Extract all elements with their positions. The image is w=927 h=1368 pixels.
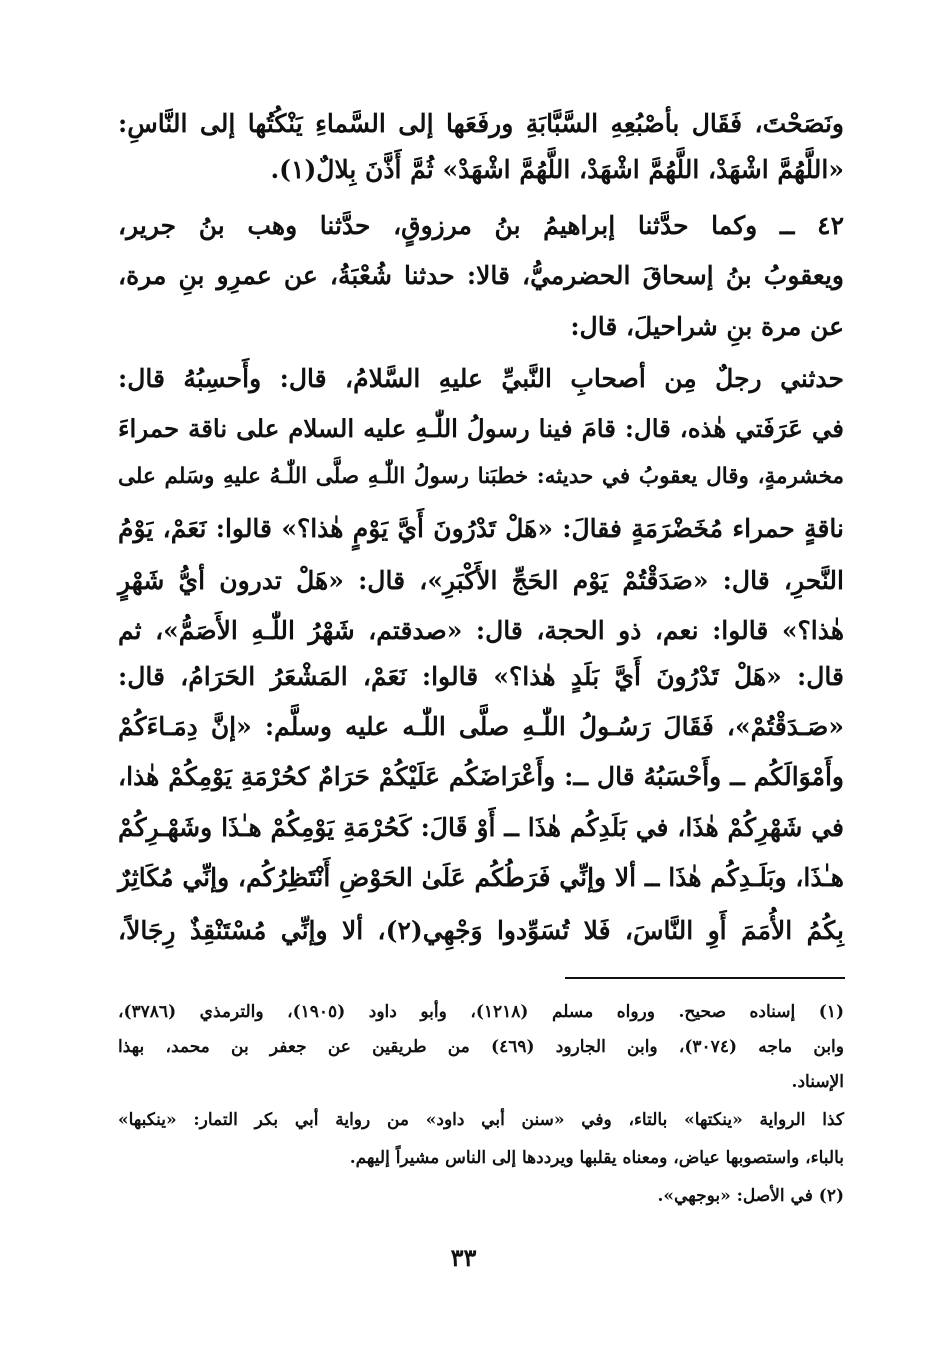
main-text-line: هـٰذَا، وبَلَـدِكُم هٰذَا ــ ألا وإنِّي فَرَطُكُم عَلَىٰ الحَوْضِ أَنْتَظِرُكُم، وإنِّي مُكَاثِرٌ [118,863,844,892]
main-text-line: في شَهْرِكُمْ هٰذَا، في بَلَدِكُم هٰذَا ــ أَوْ قَالَ: كَحُرْمَةِ يَوْمِكُمْ هـٰذَا وشَهْـرِكُمْ [118,813,844,842]
page-number: ٣٣ [450,1243,477,1272]
main-text-line: «صَـدَقْتُمْ»، فَقَالَ رَسُـولُ اللّٰـهِ صلَّى اللّٰـه عليه وسلَّم: «إنَّ دِمَـاءَكُمْ [118,712,844,741]
main-text-line: في عَرَفَتي هٰذه، قال: قامَ فينا رسولُ اللّٰـهِ عليه السلام على ناقة حمراءَ [118,414,844,443]
main-text-line: ويعقوبُ بنُ إسحاقَ الحضرميُّ، قالا: حدثنا شُعْبَةُ، عن عمرِو بنِ مرة، [118,261,844,290]
footnote-line: الإسناد. [791,1072,844,1092]
footnote-line: بالباء، واستصوبها عياض، ومعناه يقلبها ويرددها إلى الناس مشيراً إليهم. [349,1148,844,1168]
main-text-line: النَّحرِ، قال: «صَدَقْتُمْ يَوْم الحَجِّ الأَكْبَرِ»، قال: «هَلْ تدرون أيُّ شَهْرٍ [118,566,844,595]
main-text-line: ٤٢ ــ وكما حدَّثنا إبراهيمُ بنُ مرزوقٍ، حدَّثنا وهب بنُ جرير، [118,211,844,240]
footnote-line: (١) إسناده صحيح. ورواه مسلم (١٢١٨)، وأبو داود (١٩٠٥)، والترمذي (٣٧٨٦)، [118,1002,844,1022]
footnote-separator [565,977,845,979]
footnote-line: وابن ماجه (٣٠٧٤)، وابن الجارود (٤٦٩) من طريقين عن جعفر بن محمد، بهذا [118,1037,844,1057]
main-text-line: «اللَّهُمَّ اشْهَدْ، اللَّهُمَّ اشْهَدْ، اللَّهُمَّ اشْهَدْ» ثُمَّ أَذَّنَ بِلالٌ(١). [270,155,844,184]
main-text-line: مخشرمةٍ، وقال يعقوبُ في حديثه: خطبَنا رسولُ اللّٰـهِ صلَّى اللّٰـهُ عليهِ وسَلم على [118,464,844,489]
main-text-line: ناقةٍ حمراء مُخَضْرَمَةٍ فقالَ: «هَلْ تَدْرُونَ أَيَّ يَوْمٍ هٰذا؟» قالوا: نَعَمْ، يَوْمُ [118,514,844,543]
main-text-line: وأَمْوَالَكُم ــ وأَحْسَبُهُ قال ــ: وأَعْرَاضَكُم عَلَيْكُمْ حَرَامٌ كحُرْمَةِ يَوْمِكُمْ هٰذا، [118,762,844,791]
main-text-line: عن مرة بنِ شراحيلَ، قال: [570,312,844,341]
footnote-line: (٢) في الأصل: «بوجهي». [657,1186,844,1206]
main-text-line: حدثني رجلٌ مِن أصحابِ النَّبيِّ عليهِ السَّلامُ، قال: وأَحسِبُهُ قال: [118,364,844,393]
main-text-line: قال: «هَلْ تَدْرُونَ أَيَّ بَلَدٍ هٰذا؟» قالوا: نَعَمْ، المَشْعَرُ الحَرَامُ، قال: [118,662,844,691]
main-text-line: هٰذا؟» قالوا: نعم، ذو الحجة، قال: «صدقتم، شَهْرُ اللّٰـهِ الأَصَمُّ»، ثم [118,616,844,645]
main-text-line: ونَصَحْتَ، فَقَال بأصْبُعِهِ السَّبَّابَةِ ورفَعَها إلى السَّماءِ يَنْكُتُها إلى النَّاسِ: [118,109,844,138]
main-text-line: بِكُمُ الأُمَمَ أَوِ النَّاسَ، فَلا تُسَوِّدوا وَجْهِي(٢)، ألا وإنِّي مُسْتَنْقِذٌ رِجَالاً، [118,916,844,945]
footnote-line: كذا الرواية «ينكتها» بالتاء، وفي «سنن أبي داود» من رواية أبي بكر التمار: «ينكبها» [118,1110,844,1130]
